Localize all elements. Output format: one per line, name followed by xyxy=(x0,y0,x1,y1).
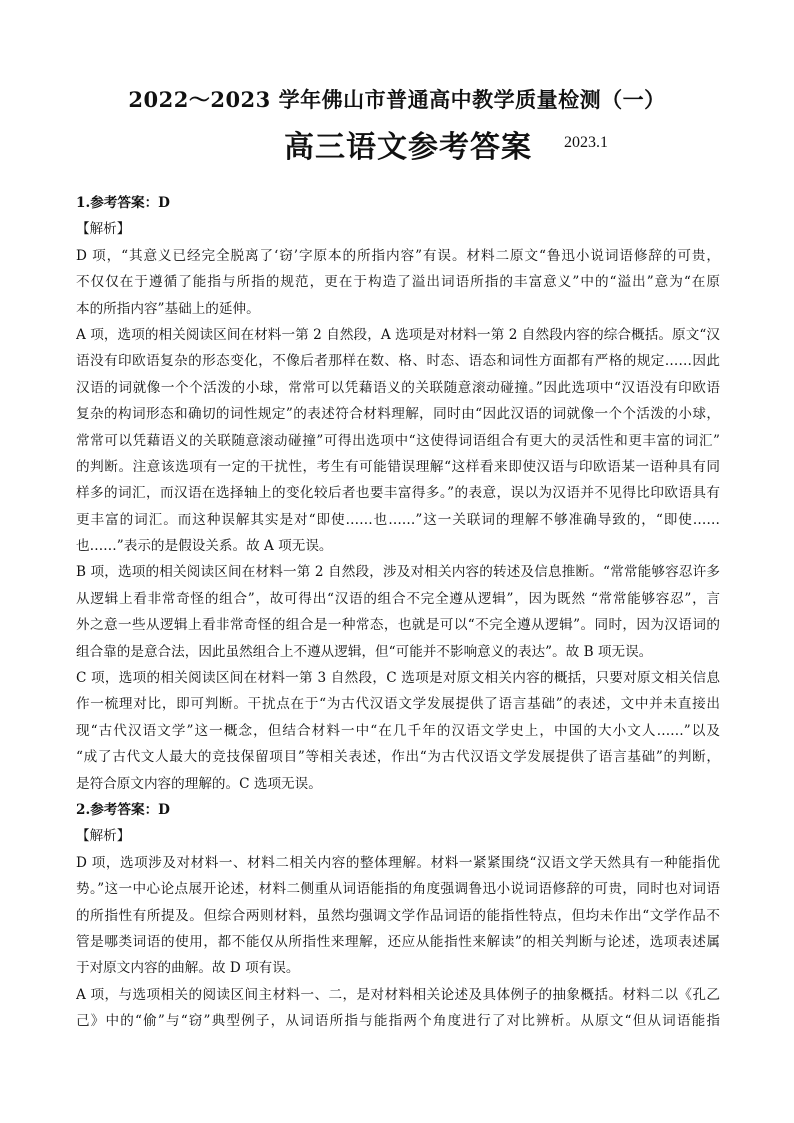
text-line: 汉语的词就像一个个活泼的小球，常常可以凭藉语义的关联随意滚动碰撞。”因此选项中“汉语没有印欧语 xyxy=(76,379,720,396)
document-title: 2022～2023 学年佛山市普通高中教学质量检测（一） xyxy=(128,87,666,112)
text-line: 于对原文内容的曲解。故 D 项有误。 xyxy=(76,960,300,977)
document-subtitle: 高三语文参考答案 xyxy=(284,130,532,165)
text-line: 本的所指内容”基础上的延伸。 xyxy=(76,300,260,317)
text-line: 势。”这一中心论点展开论述，材料二侧重从词语能指的角度强调鲁迅小说词语修辞的可贵，同时也对词语 xyxy=(76,881,720,898)
text-line: C 项，选项的相关阅读区间在材料一第 3 自然段，C 选项是对原文相关内容的概括，只要对原文相关信息 xyxy=(76,670,720,687)
text-line: 从逻辑上看非常奇怪的组合”，故可得出“汉语的组合不完全遵从逻辑”，因为既然 “常常能够容忍”，言 xyxy=(76,590,720,607)
text-line: D 项，“其意义已经完全脱离了‘窃’字原本的所指内容”有误。材料二原文“鲁迅小说词语修辞的可贵， xyxy=(76,247,720,264)
question-2-analysis-label: 【解析】 xyxy=(76,828,131,845)
text-line: A 项，与选项相关的阅读区间主材料一、二，是对材料相关论述及具体例子的抽象概括。材料二以《孔乙 xyxy=(76,986,720,1003)
question-2-answer: 2.参考答案：D xyxy=(76,801,170,818)
text-line: 语没有印欧语复杂的形态变化，不像后者那样在数、格、时态、语态和词性方面都有严格的规定……因此 xyxy=(76,353,720,370)
text-line: 常常可以凭藉语义的关联随意滚动碰撞”可得出选项中“这使得词语组合有更大的灵活性和更丰富的词汇” xyxy=(76,432,720,449)
text-line: 作一梳理对比，即可判断。干扰点在于“为古代汉语文学发展提供了语言基础”的表述，文中并未直接出 xyxy=(76,696,720,713)
text-line: 也……”表示的是假设关系。故 A 项无误。 xyxy=(76,538,333,555)
text-line: 是符合原文内容的理解的。C 选项无误。 xyxy=(76,775,322,792)
text-line: 不仅仅在于遵循了能指与所指的规范，更在于构造了溢出词语所指的丰富意义”中的“溢出”意为“在原 xyxy=(76,274,720,291)
text-line: 己》中的“偷”与“窃”典型例子，从词语所指与能指两个角度进行了对比辨析。从原文“但从词语能指 xyxy=(76,1013,720,1030)
text-line: B 项，选项的相关阅读区间在材料一第 2 自然段，涉及对相关内容的转述及信息推断。“常常能够容忍许多 xyxy=(76,564,720,581)
document-body xyxy=(76,190,720,1035)
text-line: “成了古代文人最大的竞技保留项目”等相关表述，作出“为古代汉语文学发展提供了语言基础”的判断， xyxy=(76,749,720,766)
text-line: 管是哪类词语的使用，都不能仅从所指性来理解，还应从能指性来解读”的相关判断与论述，选项表述属 xyxy=(76,933,720,950)
text-line: 更丰富的词汇。而这种误解其实是对“即使……也……”这一关联词的理解不够准确导致的，“即使…… xyxy=(76,511,720,528)
text-line: 组合靠的是意合法，因此虽然组合上不遵从逻辑，但“可能并不影响意义的表达”。故 B 项无误。 xyxy=(76,643,653,660)
text-line: 的所指性有所提及。但综合两则材料，虽然均强调文学作品词语的能指性特点，但均未作出“文学作品不 xyxy=(76,907,720,924)
text-line: 复杂的构词形态和确切的词性规定”的表述符合材料理解，同时由“因此汉语的词就像一个个活泼的小球， xyxy=(76,406,720,423)
question-1-answer: 1.参考答案：D xyxy=(76,195,170,211)
text-line: 的判断。注意该选项有一定的干扰性，考生有可能错误理解“这样看来即使汉语与印欧语某一语种具有同 xyxy=(76,458,720,475)
text-line: 外之意一些从逻辑上看非常奇怪的组合是一种常态，也就是可以“不完全遵从逻辑”。同时，因为汉语词的 xyxy=(76,617,720,634)
text-line: 样多的词汇，而汉语在选择轴上的变化较后者也要丰富得多。”的表意，误以为汉语并不见得比印欧语具有 xyxy=(76,485,720,502)
question-1-analysis-label: 【解析】 xyxy=(76,221,131,238)
document-date: 2023.1 xyxy=(564,134,608,151)
question-1 xyxy=(76,190,720,797)
text-line: 现“古代汉语文学”这一概念，但结合材料一中“在几千年的汉语文学史上，中国的大小文人……”以及 xyxy=(76,722,720,739)
text-line: D 项，选项涉及对材料一、材料二相关内容的整体理解。材料一紧紧围绕“汉语文学天然具有一种能指优 xyxy=(76,854,720,871)
text-line: A 项，选项的相关阅读区间在材料一第 2 自然段，A 选项是对材料一第 2 自然段内容的综合概括。原文“汉 xyxy=(76,326,720,343)
question-2 xyxy=(76,797,720,1035)
